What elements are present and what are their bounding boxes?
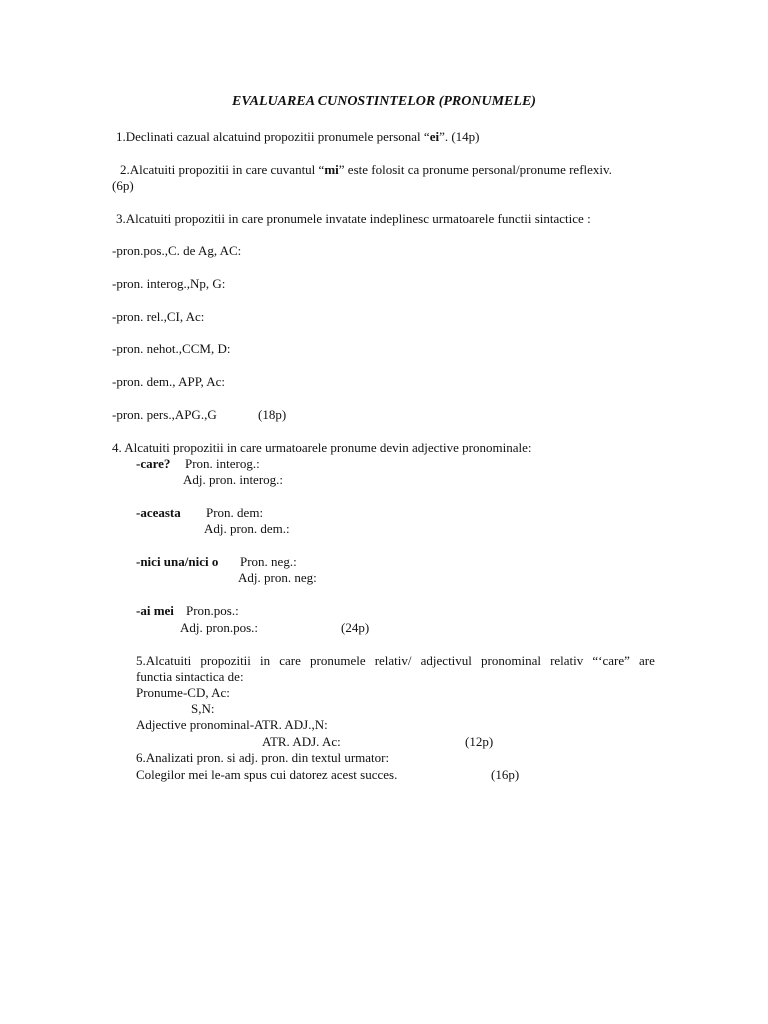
question-3: 3.Alcatuiti propozitii in care pronumele invatate indeplinesc urmatoarele functii sintactice :: [116, 211, 591, 226]
q3-item: -pron.pos.,C. de Ag, AC:: [112, 243, 242, 258]
question-1: 1.Declinati cazual alcatuind propozitii pronumele personal “ei”. (14p): [116, 129, 480, 144]
question-6: 6.Analizati pron. si adj. pron. din textul urmator:: [136, 750, 390, 765]
q3-item: -pron. rel.,CI, Ac:: [112, 309, 205, 324]
q3-item: -pron. nehot.,CCM, D:: [112, 341, 231, 356]
q4-aimei-pron: Pron.pos.:: [186, 603, 239, 618]
question-5-points: (12p): [465, 734, 494, 749]
q4-aimei-adj: Adj. pron.pos.:: [180, 620, 258, 635]
q4-word-care: -care?: [136, 456, 171, 471]
q5-line: S,N:: [191, 701, 215, 716]
question-3-points: (18p): [258, 407, 287, 422]
q4-aceasta-pron: Pron. dem:: [206, 505, 264, 520]
q4-nici-adj: Adj. pron. neg:: [238, 570, 317, 585]
q3-item: -pron. interog.,Np, G:: [112, 276, 226, 291]
q4-aceasta-adj: Adj. pron. dem.:: [204, 521, 290, 536]
question-2-points: (6p): [112, 178, 134, 193]
document-title: EVALUAREA CUNOSTINTELOR (PRONUMELE): [232, 94, 536, 109]
pronoun-mi: mi: [324, 162, 339, 177]
question-4: 4. Alcatuiti propozitii in care urmatoarele pronume devin adjective pronominale:: [112, 440, 532, 455]
q6-sentence: Colegilor mei le-am spus cui datorez acest succes.: [136, 767, 398, 782]
question-6-points: (16p): [491, 767, 520, 782]
q5-line: Pronume-CD, Ac:: [136, 685, 230, 700]
question-5: 5.Alcatuiti propozitii in care pronumele relativ/ adjectivul pronominal relativ “‘care” are: [136, 653, 655, 668]
q4-care-adj: Adj. pron. interog.:: [183, 472, 284, 487]
q3-item: -pron. dem., APP, Ac:: [112, 374, 226, 389]
q4-word-nici: -nici una/nici o: [136, 554, 219, 569]
q5-line: Adjective pronominal-ATR. ADJ.,N:: [136, 717, 328, 732]
pronoun-ei: ei: [429, 129, 440, 144]
question-4-points: (24p): [341, 620, 370, 635]
question-2: 2.Alcatuiti propozitii in care cuvantul “mi” este folosit ca pronume personal/pronume reflexiv.: [120, 162, 612, 177]
q5-line: functia sintactica de:: [136, 669, 244, 684]
q4-word-ai-mei: -ai mei: [136, 603, 174, 618]
q4-care-pron: Pron. interog.:: [185, 456, 260, 471]
q4-nici-pron: Pron. neg.:: [240, 554, 297, 569]
q4-word-aceasta: -aceasta: [136, 505, 181, 520]
q3-item: -pron. pers.,APG.,G: [112, 407, 217, 422]
q5-line: ATR. ADJ. Ac:: [262, 734, 341, 749]
